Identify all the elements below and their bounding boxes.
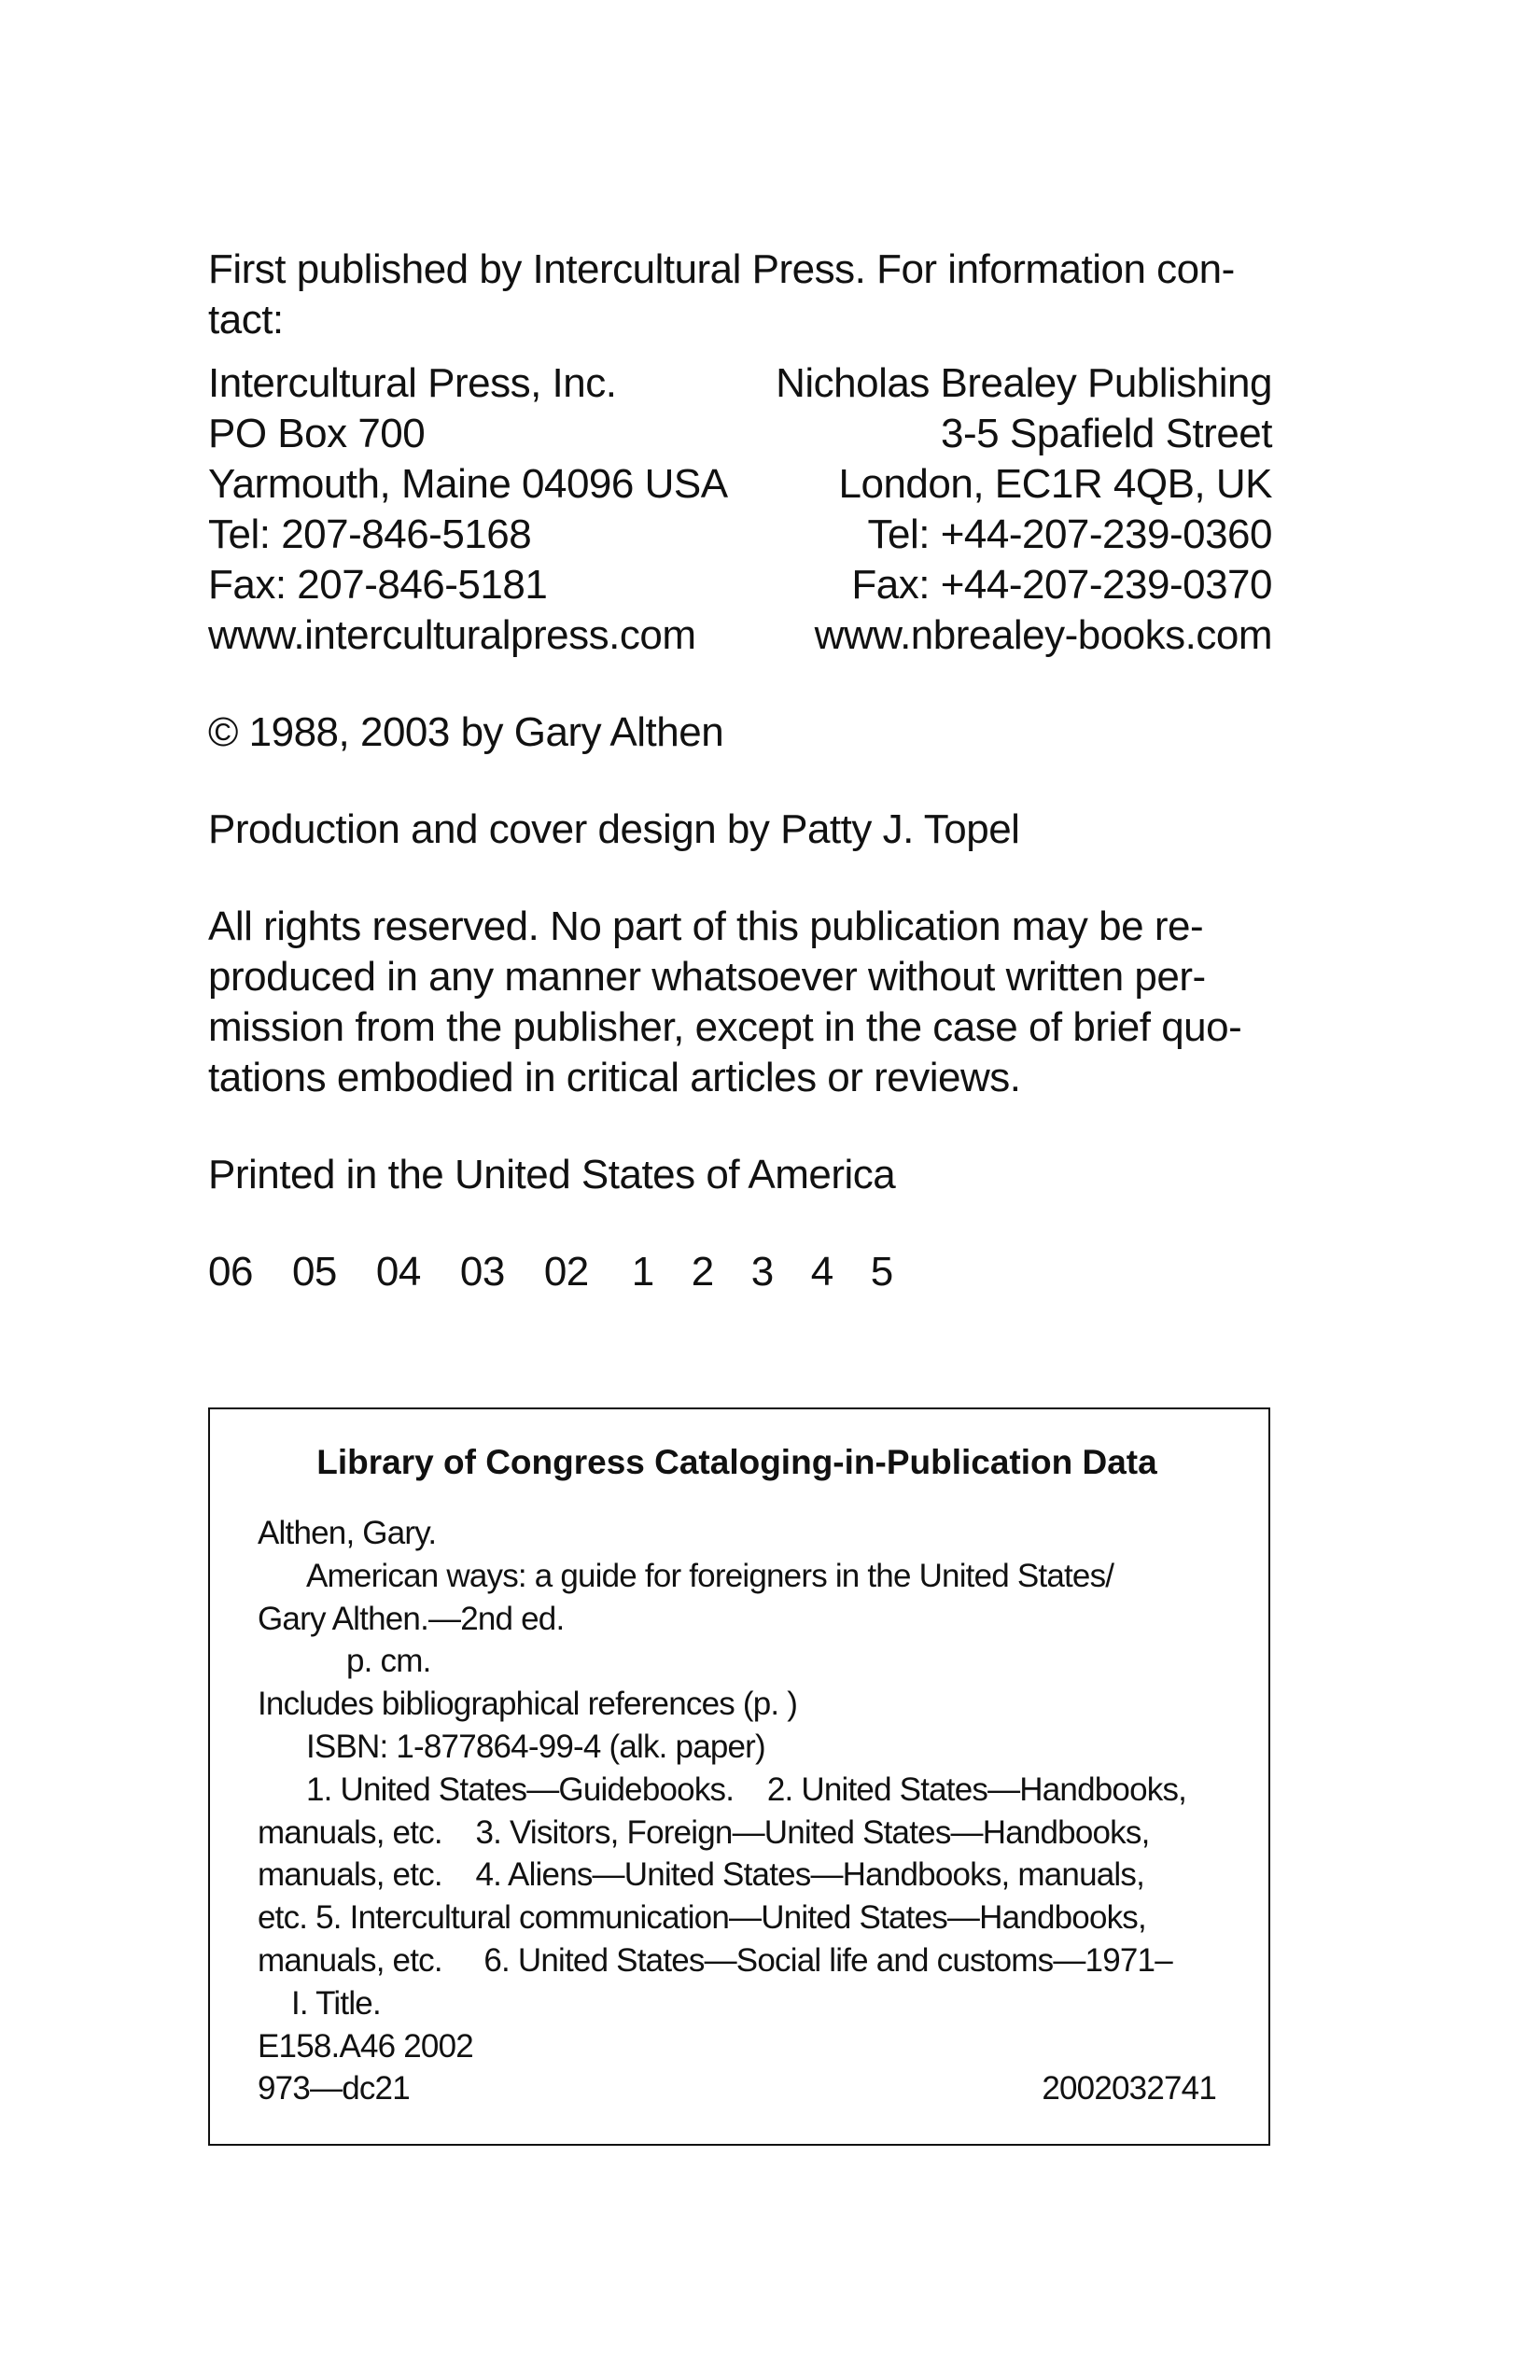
copyright-page [208, 245, 1272, 1297]
printing-number: 2 [691, 1249, 714, 1295]
us-publisher-name: Intercultural Press, Inc. [208, 360, 617, 406]
us-publisher-fax: Fax: 207-846-5181 [208, 562, 548, 608]
printing-number: 1 [631, 1249, 654, 1295]
cip-bibliography-note: Includes bibliographical references (p. ) [258, 1686, 798, 1723]
printing-key-line [208, 1247, 1272, 1297]
us-publisher-tel: Tel: 207-846-5168 [208, 511, 532, 557]
us-publisher-pobox: PO Box 700 [208, 411, 426, 456]
printed-in: Printed in the United States of America [208, 1152, 896, 1197]
cip-subject-line: manuals, etc. 4. Aliens—United States—Handbooks, manuals, [258, 1856, 1145, 1894]
printing-number: 5 [870, 1249, 893, 1295]
printing-year: 06 [208, 1249, 253, 1295]
uk-publisher-street: 3-5 Spafield Street [941, 411, 1272, 456]
cip-subject-line: 1. United States—Guidebooks. 2. United States—Handbooks, [306, 1771, 1187, 1808]
cip-edition: Gary Althen.—2nd ed. [258, 1600, 565, 1637]
cip-subject-line: etc. 5. Intercultural communication—United States—Handbooks, [258, 1899, 1146, 1937]
intro-line-1: First published by Intercultural Press. For information con- [208, 246, 1235, 292]
printing-year: 04 [375, 1249, 421, 1295]
uk-publisher-city: London, EC1R 4QB, UK [838, 461, 1272, 507]
cip-title-entry: I. Title. [291, 1984, 381, 2022]
uk-publisher-website: www.nbrealey-books.com [814, 612, 1272, 658]
rights-line: tations embodied in critical articles or reviews. [208, 1055, 1021, 1100]
cip-subject-line: manuals, etc. 6. United States—Social life and customs—1971– [258, 1941, 1172, 1979]
printing-number: 4 [810, 1249, 833, 1295]
rights-line: produced in any manner whatsoever without written per- [208, 954, 1206, 1000]
uk-publisher-name: Nicholas Brealey Publishing [776, 360, 1272, 406]
cip-physical-description: p. cm. [346, 1643, 431, 1680]
cip-title-statement: American ways: a guide for foreigners in the United States/ [306, 1557, 1114, 1594]
uk-publisher-tel: Tel: +44-207-239-0360 [867, 511, 1272, 557]
printing-year: 02 [543, 1249, 589, 1295]
printing-year: 03 [459, 1249, 505, 1295]
cip-title: Library of Congress Cataloging-in-Publication Data [316, 1443, 1157, 1481]
cip-author: Althen, Gary. [258, 1515, 437, 1551]
cip-lc-classification: E158.A46 2002 [258, 2027, 473, 2065]
uk-publisher-fax: Fax: +44-207-239-0370 [851, 562, 1272, 608]
cip-footer [258, 2067, 1216, 2110]
cip-isbn: ISBN: 1-877864-99-4 (alk. paper) [306, 1728, 765, 1765]
cip-dewey-number: 973—dc21 [258, 2070, 410, 2107]
rights-statement [208, 902, 1272, 1103]
intro-line-2: tact: [208, 297, 284, 343]
cip-record [258, 1512, 1216, 2110]
cip-subject-line: manuals, etc. 3. Visitors, Foreign—United States—Handbooks, [258, 1813, 1150, 1851]
us-publisher-website: www.interculturalpress.com [208, 612, 696, 658]
copyright-notice: © 1988, 2003 by Gary Althen [208, 709, 724, 755]
cip-data-box [208, 1407, 1270, 2146]
cip-lccn: 2002032741 [1042, 2070, 1216, 2107]
uk-publisher-address [776, 358, 1272, 661]
us-publisher-address [208, 358, 728, 661]
printing-number: 3 [750, 1249, 774, 1295]
rights-line: All rights reserved. No part of this publication may be re- [208, 903, 1204, 949]
us-publisher-city: Yarmouth, Maine 04096 USA [208, 461, 728, 507]
publisher-addresses [208, 358, 1272, 661]
publication-intro [208, 245, 1272, 345]
rights-line: mission from the publisher, except in the case of brief quo- [208, 1004, 1242, 1050]
production-credit: Production and cover design by Patty J. Topel [208, 806, 1020, 852]
printing-year: 05 [291, 1249, 337, 1295]
